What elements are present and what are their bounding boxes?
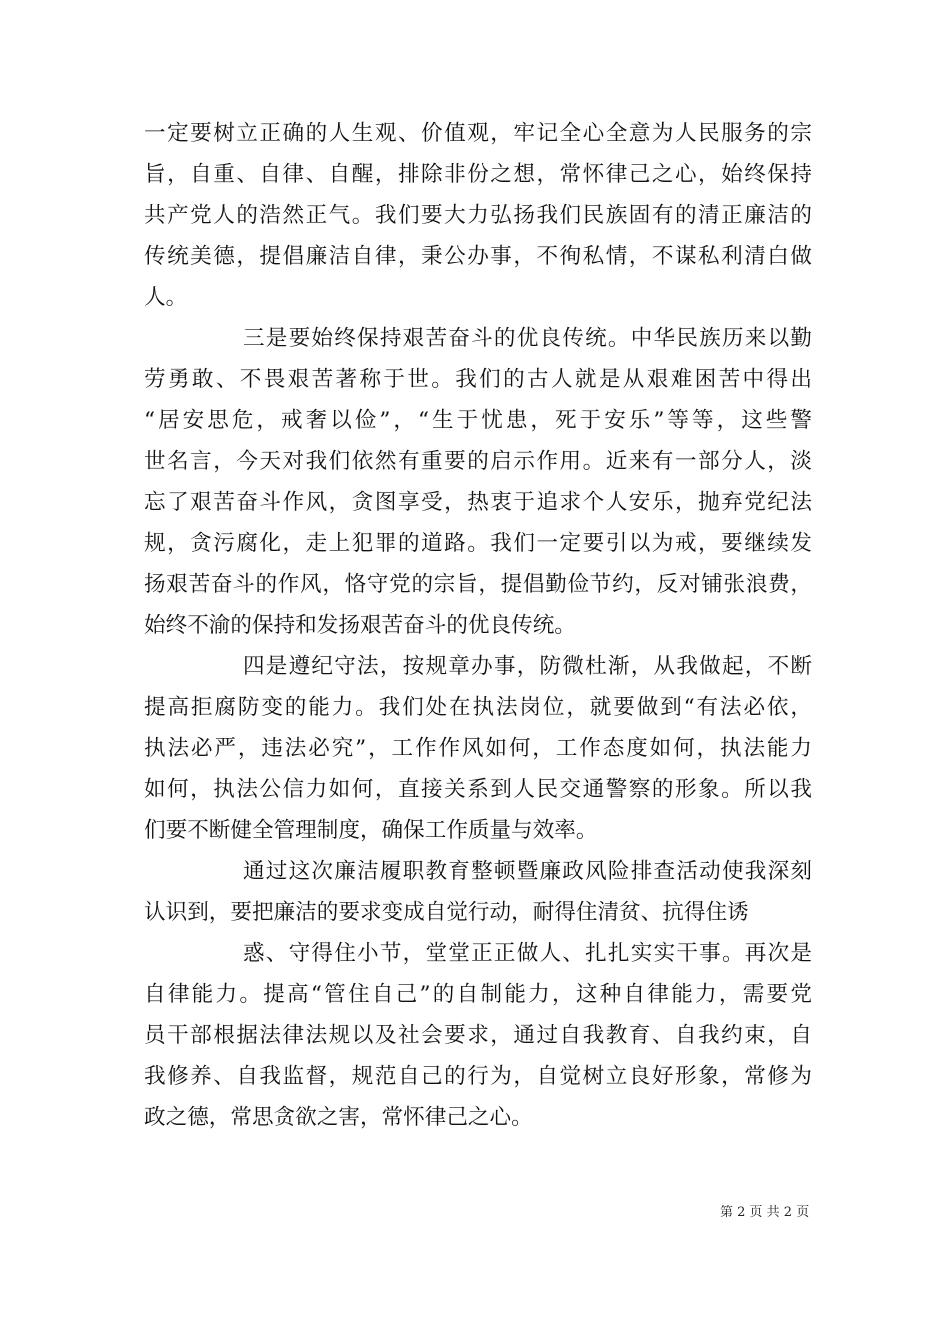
text-line: 劳勇敢、不畏艰苦著称于世。我们的古人就是从艰难困苦中得出 [144, 367, 812, 392]
text-line: 政之德，常思贪欲之害，常怀律己之心。 [144, 1105, 533, 1130]
paragraph-start-line: 四是遵纪守法，按规章办事，防微杜渐，从我做起，不断 [243, 654, 812, 679]
paragraph-start-line: 通过这次廉洁履职教育整顿暨廉政风险排查活动使我深刻 [243, 859, 812, 884]
text-line: 提高拒腐防变的能力。我们处在执法岗位，就要做到“有法必依， [144, 695, 812, 720]
page-number: 第 2 页 共 2 页 [720, 1205, 810, 1220]
text-line: 人。 [144, 285, 188, 310]
text-line: 一定要树立正确的人生观、价值观，牢记全心全意为人民服务的宗 [144, 121, 812, 146]
paragraph-start-line: 惑、守得住小节，堂堂正正做人、扎扎实实干事。再次是 [243, 941, 812, 966]
text-line: 旨，自重、自律、自醒，排除非份之想，常怀律己之心，始终保持 [144, 162, 812, 187]
text-line: 共产党人的浩然正气。我们要大力弘扬我们民族固有的清正廉洁的 [144, 203, 812, 228]
text-line: 扬艰苦奋斗的作风，恪守党的宗旨，提倡勤俭节约，反对铺张浪费， [144, 572, 812, 597]
text-line: 们要不断健全管理制度，确保工作质量与效率。 [144, 818, 598, 843]
text-line: 执法必严，违法必究”，工作作风如何，工作态度如何，执法能力 [144, 736, 812, 761]
paragraph-start-line: 三是要始终保持艰苦奋斗的优良传统。中华民族历来以勤 [243, 326, 812, 351]
text-line: 始终不渝的保持和发扬艰苦奋斗的优良传统。 [144, 613, 576, 638]
text-line: “居安思危，戒奢以俭”，“生于忧患，死于安乐”等等，这些警 [144, 408, 812, 433]
text-line: 认识到，要把廉洁的要求变成自觉行动，耐得住清贫、抗得住诱 [144, 900, 749, 925]
document-body [144, 113, 812, 1138]
text-line: 世名言，今天对我们依然有重要的启示作用。近来有一部分人，淡 [144, 449, 812, 474]
text-line: 忘了艰苦奋斗作风，贪图享受，热衷于追求个人安乐，抛弃党纪法 [144, 490, 812, 515]
text-line: 员干部根据法律法规以及社会要求，通过自我教育、自我约束，自 [144, 1023, 812, 1048]
text-line: 如何，执法公信力如何，直接关系到人民交通警察的形象。所以我 [144, 777, 812, 802]
text-line: 传统美德，提倡廉洁自律，秉公办事，不徇私情，不谋私利清白做 [144, 244, 812, 269]
text-line: 规，贪污腐化，走上犯罪的道路。我们一定要引以为戒，要继续发 [144, 531, 812, 556]
text-line: 自律能力。提高“管住自己”的自制能力，这种自律能力，需要党 [144, 982, 812, 1007]
text-line: 我修养、自我监督，规范自己的行为，自觉树立良好形象，常修为 [144, 1064, 812, 1089]
